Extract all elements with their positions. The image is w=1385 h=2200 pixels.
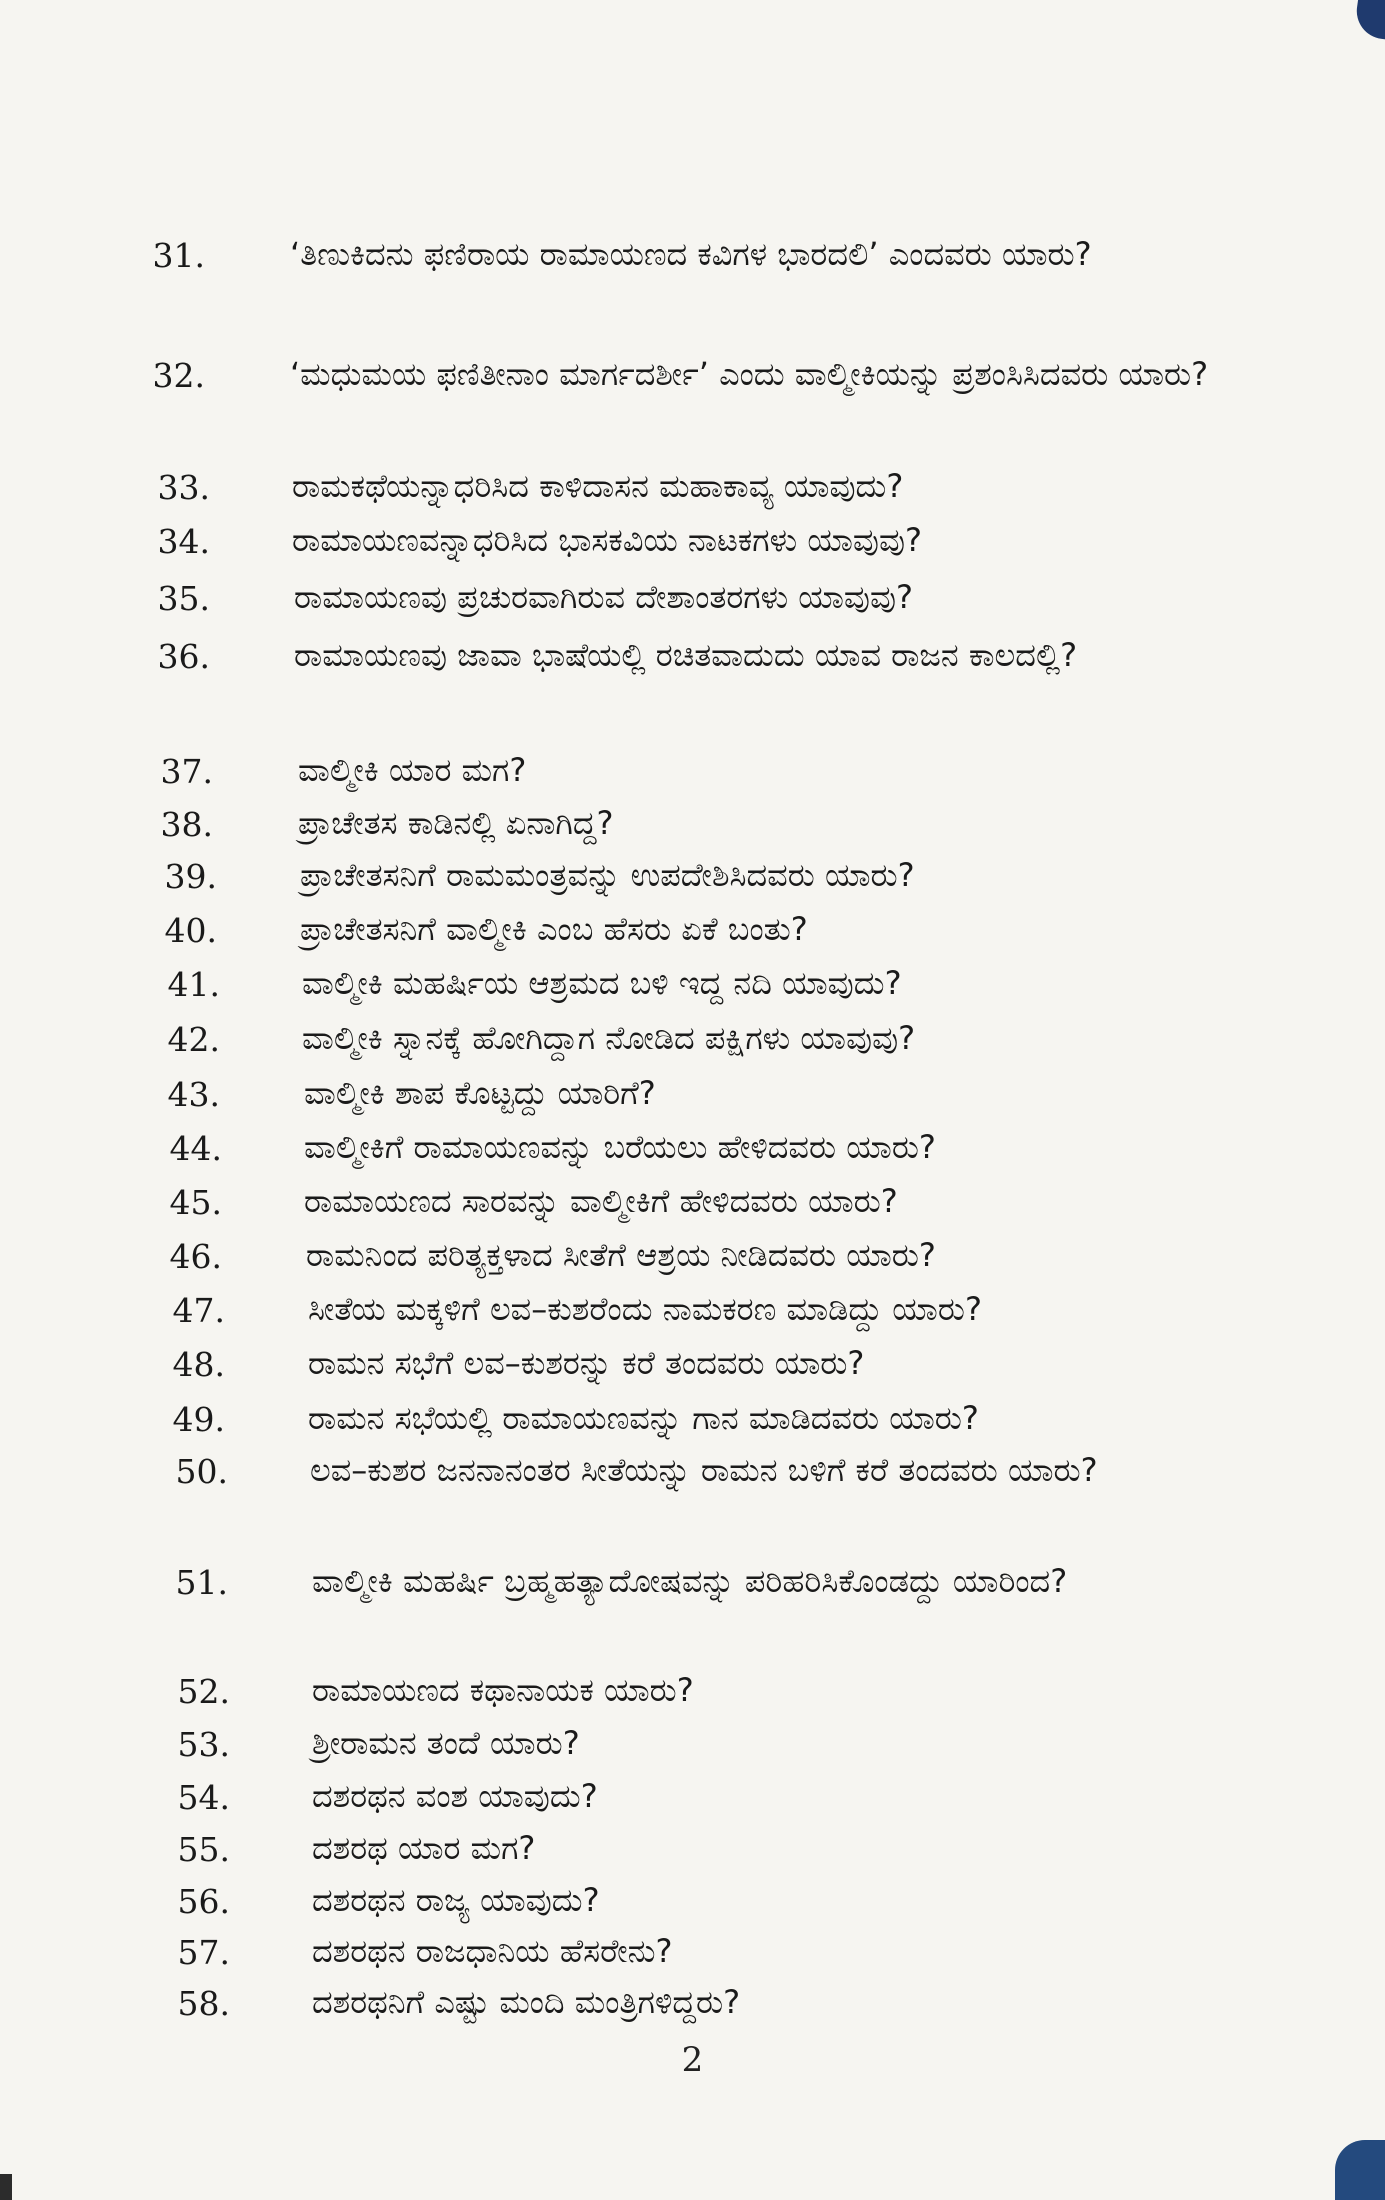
question-number: 48. <box>172 1345 225 1384</box>
question-number: 57. <box>177 1933 230 1972</box>
question-text: ವಾಲ್ಮೀಕಿ ಸ್ನಾನಕ್ಕೆ ಹೋಗಿದ್ದಾಗ ನೋಡಿದ ಪಕ್ಷಿಗಳು ಯಾವುವು? <box>302 1019 916 1057</box>
question-text: ಸೀತೆಯ ಮಕ್ಕಳಿಗೆ ಲವ–ಕುಶರೆಂದು ನಾಮಕರಣ ಮಾಡಿದ್ದು ಯಾರು? <box>308 1290 982 1328</box>
question-text: ರಾಮಾಯಣವು ಪ್ರಚುರವಾಗಿರುವ ದೇಶಾಂತರಗಳು ಯಾವುವು? <box>294 578 914 616</box>
question-number: 35. <box>157 579 210 618</box>
question-number: 45. <box>169 1183 222 1222</box>
question-text: ದಶರಥನ ರಾಜ್ಯ ಯಾವುದು? <box>312 1881 600 1919</box>
question-number: 40. <box>164 911 217 950</box>
question-text: ವಾಲ್ಮೀಕಿಗೆ ರಾಮಾಯಣವನ್ನು ಬರೆಯಲು ಹೇಳಿದವರು ಯಾರು? <box>304 1128 936 1166</box>
question-text: ರಾಮನ ಸಭೆಗೆ ಲವ–ಕುಶರನ್ನು ಕರೆ ತಂದವರು ಯಾರು? <box>308 1344 865 1382</box>
question-text: ‘ಮಧುಮಯ ಫಣಿತೀನಾಂ ಮಾರ್ಗದರ್ಶೀ’ ಎಂದು ವಾಲ್ಮೀಕಿಯನ್ನು ಪ್ರಶಂಸಿಸಿದವರು ಯಾರು? <box>290 355 1209 393</box>
binding-edge-top-right <box>1353 0 1385 41</box>
question-number: 52. <box>177 1672 230 1711</box>
question-text: ರಾಮನ ಸಭೆಯಲ್ಲಿ ರಾಮಾಯಣವನ್ನು ಗಾನ ಮಾಡಿದವರು ಯಾರು? <box>308 1399 979 1437</box>
question-text: ಲವ–ಕುಶರ ಜನನಾನಂತರ ಸೀತೆಯನ್ನು ರಾಮನ ಬಳಿಗೆ ಕರೆ ತಂದವರು ಯಾರು? <box>310 1451 1098 1489</box>
binding-edge-bottom-right <box>1335 2140 1385 2200</box>
question-text: ‘ತಿಣುಕಿದನು ಫಣಿರಾಯ ರಾಮಾಯಣದ ಕವಿಗಳ ಭಾರದಲಿ’ ಎಂದವರು ಯಾರು? <box>290 235 1092 273</box>
question-number: 43. <box>167 1075 220 1114</box>
question-text: ಪ್ರಾಚೇತಸನಿಗೆ ವಾಲ್ಮೀಕಿ ಎಂಬ ಹೆಸರು ಏಕೆ ಬಂತು? <box>300 910 808 948</box>
question-number: 55. <box>177 1830 230 1869</box>
question-text: ರಾಮಕಥೆಯನ್ನಾಧರಿಸಿದ ಕಾಳಿದಾಸನ ಮಹಾಕಾವ್ಯ ಯಾವುದು? <box>292 467 904 505</box>
question-text: ದಶರಥನ ವಂಶ ಯಾವುದು? <box>312 1777 598 1815</box>
question-number: 44. <box>169 1129 222 1168</box>
question-number: 36. <box>157 637 210 676</box>
question-number: 56. <box>177 1882 230 1921</box>
question-number: 31. <box>152 236 205 275</box>
question-text: ಶ್ರೀರಾಮನ ತಂದೆ ಯಾರು? <box>312 1724 580 1762</box>
question-number: 39. <box>164 857 217 896</box>
question-number: 49. <box>172 1400 225 1439</box>
question-number: 47. <box>172 1291 225 1330</box>
question-number: 53. <box>177 1725 230 1764</box>
question-text: ವಾಲ್ಮೀಕಿ ಶಾಪ ಕೊಟ್ಟದ್ದು ಯಾರಿಗೆ? <box>304 1074 656 1112</box>
question-text: ವಾಲ್ಮೀಕಿ ಮಹರ್ಷಿ ಬ್ರಹ್ಮಹತ್ಯಾದೋಷವನ್ನು ಪರಿಹರಿಸಿಕೊಂಡದ್ದು ಯಾರಿಂದ? <box>312 1562 1068 1600</box>
question-number: 50. <box>175 1452 228 1491</box>
question-text: ಪ್ರಾಚೇತಸನಿಗೆ ರಾಮಮಂತ್ರವನ್ನು ಉಪದೇಶಿಸಿದವರು ಯಾರು? <box>300 856 915 894</box>
question-number: 46. <box>169 1237 222 1276</box>
question-text: ರಾಮನಿಂದ ಪರಿತ್ಯಕ್ತಳಾದ ಸೀತೆಗೆ ಆಶ್ರಯ ನೀಡಿದವರು ಯಾರು? <box>306 1236 936 1274</box>
question-text: ರಾಮಾಯಣದ ಸಾರವನ್ನು ವಾಲ್ಮೀಕಿಗೆ ಹೇಳಿದವರು ಯಾರು? <box>304 1182 898 1220</box>
question-text: ವಾಲ್ಮೀಕಿ ಮಹರ್ಷಿಯ ಆಶ್ರಮದ ಬಳಿ ಇದ್ದ ನದಿ ಯಾವುದು? <box>302 964 902 1002</box>
question-text: ದಶರಥನ ರಾಜಧಾನಿಯ ಹೆಸರೇನು? <box>312 1932 673 1970</box>
question-number: 37. <box>160 752 213 791</box>
question-text: ವಾಲ್ಮೀಕಿ ಯಾರ ಮಗ? <box>298 751 527 789</box>
question-text: ರಾಮಾಯಣದ ಕಥಾನಾಯಕ ಯಾರು? <box>312 1671 694 1709</box>
question-text: ರಾಮಾಯಣವು ಜಾವಾ ಭಾಷೆಯಲ್ಲಿ ರಚಿತವಾದುದು ಯಾವ ರಾಜನ ಕಾಲದಲ್ಲಿ? <box>294 636 1078 674</box>
question-number: 32. <box>152 356 205 395</box>
question-text: ದಶರಥ ಯಾರ ಮಗ? <box>312 1829 536 1867</box>
question-number: 42. <box>167 1020 220 1059</box>
question-number: 41. <box>167 965 220 1004</box>
question-number: 34. <box>157 522 210 561</box>
question-number: 54. <box>177 1778 230 1817</box>
question-number: 33. <box>157 468 210 507</box>
binding-edge-bottom-left <box>0 2174 12 2200</box>
question-number: 51. <box>175 1563 228 1602</box>
question-text: ರಾಮಾಯಣವನ್ನಾಧರಿಸಿದ ಭಾಸಕವಿಯ ನಾಟಕಗಳು ಯಾವುವು? <box>292 521 923 559</box>
question-number: 38. <box>160 805 213 844</box>
question-number: 58. <box>177 1984 230 2023</box>
question-text: ದಶರಥನಿಗೆ ಎಷ್ಟು ಮಂದಿ ಮಂತ್ರಿಗಳಿದ್ದರು? <box>312 1983 741 2021</box>
page-number: 2 <box>681 2040 704 2080</box>
question-text: ಪ್ರಾಚೇತಸ ಕಾಡಿನಲ್ಲಿ ಏನಾಗಿದ್ದ? <box>298 804 614 842</box>
